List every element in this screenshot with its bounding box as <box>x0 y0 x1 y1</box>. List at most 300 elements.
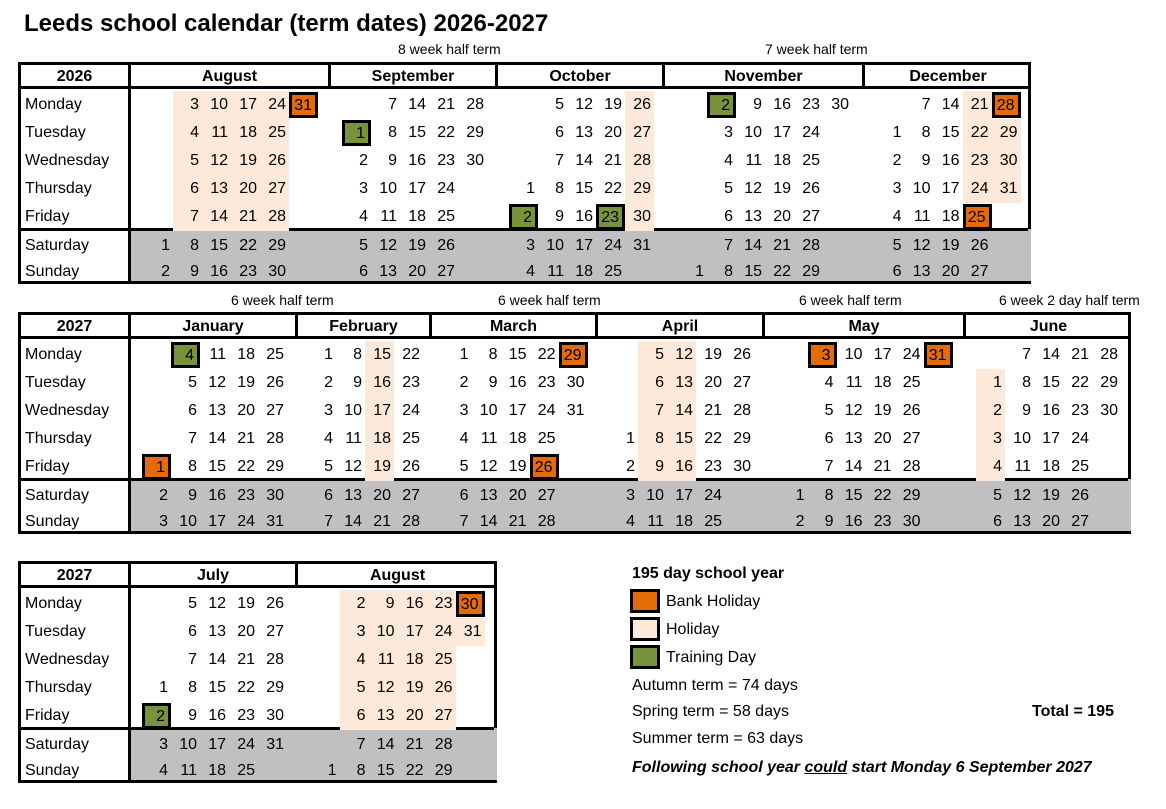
day-cell: 17 <box>873 346 892 363</box>
day-cell: 28 <box>625 147 654 175</box>
day-cell: 30 <box>831 96 849 113</box>
day-cell: 8 <box>188 679 197 696</box>
day-cell: 3 <box>173 91 202 119</box>
day-cell: 29 <box>559 342 588 368</box>
day-cell: 3 <box>976 425 1005 453</box>
day-cell: 24 <box>1071 430 1089 447</box>
day-cell: 29 <box>266 458 284 475</box>
day-cell: 7 <box>188 651 197 668</box>
day-label: Saturday <box>25 736 90 753</box>
month-header: July <box>131 564 298 588</box>
day-cell: 5 <box>555 96 564 113</box>
day-cell: 21 <box>437 96 455 113</box>
day-cell: 23 <box>537 374 556 391</box>
year-header: 2027 <box>21 564 131 588</box>
day-cell: 23 <box>704 458 722 475</box>
month-header: June <box>966 315 1131 339</box>
day-cell: 1 <box>142 454 171 480</box>
day-cell: 27 <box>733 374 751 391</box>
day-cell: 14 <box>479 513 498 530</box>
day-cell: 29 <box>1100 374 1118 391</box>
day-cell: 17 <box>941 180 960 197</box>
day-cell: 11 <box>369 646 398 674</box>
day-cell: 15 <box>941 124 960 141</box>
day-cell: 26 <box>1071 487 1089 504</box>
day-cell: 18 <box>408 208 426 225</box>
half-term-note: 7 week half term <box>765 41 868 57</box>
day-cell: 12 <box>208 595 226 612</box>
day-cell: 14 <box>1042 346 1060 363</box>
day-cell: 18 <box>208 762 226 779</box>
day-cell: 5 <box>638 341 667 369</box>
day-cell: 19 <box>237 374 255 391</box>
day-cell: 30 <box>902 513 921 530</box>
day-cell: 4 <box>173 119 202 147</box>
day-cell: 16 <box>508 374 527 391</box>
day-cell: 3 <box>808 342 837 368</box>
day-cell: 25 <box>802 152 820 169</box>
day-cell: 21 <box>373 513 391 530</box>
day-cell: 10 <box>546 237 564 254</box>
day-cell: 19 <box>231 147 260 175</box>
calendar-2026 <box>18 62 1031 284</box>
day-cell: 17 <box>231 91 260 119</box>
day-cell: 8 <box>724 263 733 280</box>
day-cell: 22 <box>1071 374 1089 391</box>
calendar-2027-jul-aug <box>18 561 497 783</box>
day-cell: 31 <box>566 402 585 419</box>
day-cell: 30 <box>456 591 485 617</box>
day-cell: 27 <box>625 119 654 147</box>
day-cell: 20 <box>704 374 722 391</box>
legend-heading: 195 day school year <box>632 565 785 582</box>
day-cell: 17 <box>208 736 226 753</box>
day-cell: 30 <box>1100 402 1118 419</box>
day-cell: 18 <box>231 119 260 147</box>
day-cell: 30 <box>266 707 284 724</box>
day-cell: 26 <box>260 147 289 175</box>
day-cell: 15 <box>408 124 426 141</box>
day-cell: 4 <box>526 263 535 280</box>
day-cell: 15 <box>376 762 395 779</box>
month-header: March <box>432 315 598 339</box>
day-cell: 12 <box>667 341 696 369</box>
day-cell: 4 <box>171 342 200 368</box>
month-header: August <box>298 564 497 588</box>
day-cell: 6 <box>824 430 834 447</box>
day-cell: 27 <box>970 263 989 280</box>
day-cell: 7 <box>188 430 197 447</box>
day-cell: 9 <box>190 263 199 280</box>
day-cell: 5 <box>892 237 902 254</box>
year-header: 2027 <box>21 315 131 339</box>
half-term-note: 6 week half term <box>498 292 601 308</box>
day-cell: 9 <box>555 208 564 225</box>
day-cell: 3 <box>159 513 168 530</box>
day-cell: 12 <box>202 147 231 175</box>
day-cell: 30 <box>466 152 484 169</box>
day-cell: 29 <box>466 124 484 141</box>
legend-holiday-label: Holiday <box>666 621 720 638</box>
day-cell: 11 <box>380 208 397 225</box>
day-cell: 27 <box>266 623 284 640</box>
day-cell: 7 <box>324 513 333 530</box>
day-cell: 23 <box>239 263 257 280</box>
day-cell: 28 <box>266 651 284 668</box>
day-cell: 16 <box>408 152 426 169</box>
day-cell: 28 <box>537 513 556 530</box>
day-cell: 24 <box>427 618 456 646</box>
day-cell: 18 <box>398 646 427 674</box>
day-cell: 2 <box>161 263 170 280</box>
day-cell: 10 <box>844 346 863 363</box>
day-cell: 4 <box>824 374 834 391</box>
day-label: Wednesday <box>25 402 110 419</box>
month-header: November <box>665 65 865 89</box>
day-cell: 9 <box>188 707 197 724</box>
day-cell: 28 <box>802 237 820 254</box>
day-cell: 31 <box>289 92 318 118</box>
day-cell: 4 <box>626 513 635 530</box>
day-cell: 25 <box>963 204 992 230</box>
day-cell: 16 <box>1042 402 1060 419</box>
day-cell: 22 <box>437 124 455 141</box>
day-cell: 17 <box>773 124 791 141</box>
month-header: April <box>598 315 765 339</box>
day-cell: 23 <box>802 96 820 113</box>
day-cell: 13 <box>202 175 231 203</box>
day-cell: 14 <box>575 152 593 169</box>
day-label: Thursday <box>25 180 92 197</box>
day-cell: 24 <box>260 91 289 119</box>
day-cell: 9 <box>188 487 197 504</box>
day-cell: 9 <box>353 374 362 391</box>
day-cell: 13 <box>667 369 696 397</box>
day-cell: 6 <box>638 369 667 397</box>
day-cell: 1 <box>695 263 704 280</box>
day-cell: 13 <box>379 263 397 280</box>
day-cell: 30 <box>625 203 654 231</box>
day-cell: 7 <box>356 736 366 753</box>
day-cell: 20 <box>408 263 426 280</box>
day-cell: 23 <box>427 590 456 618</box>
training-day-swatch <box>630 645 660 669</box>
day-cell: 26 <box>437 237 455 254</box>
day-cell: 6 <box>459 487 469 504</box>
day-cell: 15 <box>210 237 228 254</box>
day-cell: 15 <box>575 180 593 197</box>
day-cell: 14 <box>744 237 762 254</box>
day-cell: 17 <box>1042 430 1060 447</box>
autumn-term-days: Autumn term = 74 days <box>632 677 798 694</box>
day-cell: 10 <box>912 180 931 197</box>
day-cell: 22 <box>239 237 257 254</box>
day-cell: 19 <box>508 458 527 475</box>
day-cell: 16 <box>210 263 228 280</box>
day-cell: 17 <box>575 237 593 254</box>
day-cell: 7 <box>388 96 397 113</box>
day-cell: 28 <box>434 736 453 753</box>
day-cell: 28 <box>733 402 751 419</box>
day-cell: 14 <box>344 513 362 530</box>
day-cell: 25 <box>1071 458 1089 475</box>
day-cell: 31 <box>924 342 953 368</box>
day-cell: 12 <box>344 458 362 475</box>
day-cell: 14 <box>844 458 863 475</box>
day-cell: 20 <box>373 487 391 504</box>
month-header: August <box>131 65 331 89</box>
day-cell: 29 <box>733 430 751 447</box>
day-cell: 2 <box>976 397 1005 425</box>
day-cell: 4 <box>340 646 369 674</box>
half-term-note: 8 week half term <box>398 41 501 57</box>
day-cell: 23 <box>1071 402 1089 419</box>
day-cell: 21 <box>237 430 255 447</box>
month-header: May <box>765 315 966 339</box>
day-cell: 24 <box>537 402 556 419</box>
day-cell: 15 <box>744 263 762 280</box>
day-cell: 25 <box>266 346 284 363</box>
day-cell: 19 <box>941 237 960 254</box>
day-cell: 8 <box>555 180 564 197</box>
day-cell: 1 <box>324 346 333 363</box>
day-cell: 26 <box>802 180 820 197</box>
day-cell: 26 <box>530 454 559 480</box>
day-cell: 10 <box>179 736 197 753</box>
day-cell: 23 <box>402 374 420 391</box>
day-cell: 22 <box>237 679 255 696</box>
day-cell: 9 <box>824 513 834 530</box>
day-cell: 26 <box>902 402 921 419</box>
day-cell: 2 <box>459 374 469 391</box>
day-cell: 22 <box>237 458 255 475</box>
year-header: 2026 <box>21 65 131 89</box>
day-cell: 13 <box>344 487 362 504</box>
day-cell: 1 <box>327 762 337 779</box>
day-cell: 12 <box>912 237 931 254</box>
day-label: Thursday <box>25 430 92 447</box>
day-cell: 19 <box>237 595 255 612</box>
day-cell: 19 <box>604 96 622 113</box>
calendar-2027-jan-jun <box>18 312 1131 534</box>
day-cell: 6 <box>724 208 733 225</box>
day-cell: 31 <box>633 237 651 254</box>
day-cell: 2 <box>892 152 902 169</box>
day-cell: 3 <box>340 618 369 646</box>
day-cell: 8 <box>388 124 397 141</box>
day-cell: 23 <box>237 487 255 504</box>
day-cell: 5 <box>173 147 202 175</box>
day-cell: 20 <box>941 263 960 280</box>
day-cell: 7 <box>824 458 834 475</box>
day-cell: 3 <box>724 124 733 141</box>
day-cell: 2 <box>324 374 333 391</box>
day-cell: 25 <box>604 263 622 280</box>
day-cell: 16 <box>773 96 791 113</box>
day-cell: 17 <box>398 618 427 646</box>
day-cell: 27 <box>427 702 456 730</box>
day-cell: 26 <box>970 237 989 254</box>
day-cell: 1 <box>626 430 635 447</box>
column-divider <box>128 65 131 281</box>
day-cell: 22 <box>704 430 722 447</box>
day-cell: 21 <box>963 91 992 119</box>
day-cell: 17 <box>675 487 693 504</box>
day-cell: 2 <box>707 92 736 118</box>
day-cell: 6 <box>188 402 197 419</box>
day-label: Sunday <box>25 762 80 779</box>
day-cell: 29 <box>802 263 820 280</box>
day-cell: 20 <box>398 702 427 730</box>
day-cell: 2 <box>509 204 538 230</box>
day-cell: 2 <box>795 513 805 530</box>
next-year-note: Following school year could start Monday 6 September 2027 <box>632 759 1092 776</box>
day-cell: 1 <box>342 120 371 146</box>
column-divider <box>128 315 131 531</box>
day-cell: 7 <box>459 513 469 530</box>
day-cell: 16 <box>667 453 696 481</box>
day-cell: 25 <box>260 119 289 147</box>
day-label: Thursday <box>25 679 92 696</box>
day-cell: 5 <box>459 458 469 475</box>
day-label: Sunday <box>25 263 80 280</box>
day-cell: 22 <box>402 346 420 363</box>
day-cell: 29 <box>902 487 921 504</box>
day-cell: 13 <box>575 124 593 141</box>
column-divider <box>128 564 131 780</box>
day-cell: 3 <box>324 402 333 419</box>
month-header: September <box>331 65 498 89</box>
day-cell: 11 <box>180 762 197 779</box>
day-cell: 23 <box>963 147 992 175</box>
day-cell: 4 <box>324 430 333 447</box>
day-cell: 14 <box>941 96 960 113</box>
day-cell: 22 <box>873 487 892 504</box>
day-cell: 28 <box>1100 346 1118 363</box>
day-cell: 16 <box>398 590 427 618</box>
day-cell: 25 <box>902 374 921 391</box>
day-cell: 7 <box>921 96 931 113</box>
day-cell: 10 <box>202 91 231 119</box>
day-cell: 14 <box>208 651 226 668</box>
day-cell: 15 <box>365 341 394 369</box>
legend-training-label: Training Day <box>666 649 757 666</box>
day-cell: 30 <box>566 374 585 391</box>
summer-term-days: Summer term = 63 days <box>632 730 804 747</box>
day-cell: 9 <box>753 96 762 113</box>
day-cell: 6 <box>173 175 202 203</box>
day-cell: 10 <box>344 402 362 419</box>
day-label: Wednesday <box>25 152 110 169</box>
day-cell: 19 <box>365 453 394 481</box>
day-cell: 11 <box>845 374 863 391</box>
day-cell: 6 <box>993 513 1002 530</box>
day-cell: 21 <box>773 237 791 254</box>
day-cell: 11 <box>547 263 564 280</box>
day-cell: 28 <box>402 513 420 530</box>
day-cell: 22 <box>537 346 556 363</box>
day-cell: 29 <box>434 762 453 779</box>
day-cell: 5 <box>324 458 333 475</box>
day-cell: 23 <box>873 513 892 530</box>
day-cell: 27 <box>260 175 289 203</box>
day-cell: 6 <box>359 263 368 280</box>
day-cell: 22 <box>963 119 992 147</box>
day-cell: 15 <box>208 679 226 696</box>
day-cell: 16 <box>941 152 960 169</box>
day-cell: 18 <box>508 430 527 447</box>
day-cell: 1 <box>526 180 535 197</box>
day-cell: 19 <box>873 402 892 419</box>
day-cell: 20 <box>231 175 260 203</box>
day-cell: 31 <box>266 513 284 530</box>
day-cell: 22 <box>773 263 791 280</box>
day-cell: 21 <box>604 152 622 169</box>
day-cell: 12 <box>379 237 397 254</box>
day-label: Tuesday <box>25 124 86 141</box>
day-cell: 8 <box>190 237 199 254</box>
day-cell: 29 <box>268 237 286 254</box>
day-cell: 20 <box>604 124 622 141</box>
day-cell: 12 <box>1013 487 1031 504</box>
day-cell: 28 <box>266 430 284 447</box>
day-cell: 8 <box>638 425 667 453</box>
day-cell: 24 <box>802 124 820 141</box>
month-header: January <box>131 315 298 339</box>
day-cell: 17 <box>408 180 426 197</box>
day-cell: 27 <box>537 487 556 504</box>
day-cell: 20 <box>773 208 791 225</box>
day-cell: 26 <box>266 595 284 612</box>
day-cell: 24 <box>902 346 921 363</box>
day-cell: 6 <box>555 124 564 141</box>
half-term-note: 6 week 2 day half term <box>999 292 1140 308</box>
day-cell: 3 <box>526 237 535 254</box>
day-cell: 12 <box>844 402 863 419</box>
day-cell: 20 <box>237 402 255 419</box>
page-title: Leeds school calendar (term dates) 2026-2027 <box>24 10 549 37</box>
day-cell: 17 <box>365 397 394 425</box>
day-cell: 7 <box>724 237 733 254</box>
day-label: Tuesday <box>25 623 86 640</box>
day-cell: 4 <box>459 430 469 447</box>
day-cell: 8 <box>1022 374 1031 391</box>
day-cell: 26 <box>402 458 420 475</box>
day-cell: 2 <box>159 487 168 504</box>
day-cell: 17 <box>208 513 226 530</box>
day-cell: 13 <box>479 487 498 504</box>
day-cell: 23 <box>237 707 255 724</box>
day-cell: 10 <box>369 618 398 646</box>
day-cell: 18 <box>941 208 960 225</box>
day-cell: 31 <box>266 736 284 753</box>
bank-holiday-swatch <box>630 589 660 613</box>
day-cell: 18 <box>575 263 593 280</box>
day-cell: 13 <box>369 702 398 730</box>
day-label: Friday <box>25 458 70 475</box>
day-cell: 6 <box>340 702 369 730</box>
day-cell: 4 <box>724 152 733 169</box>
month-header: October <box>498 65 665 89</box>
day-cell: 20 <box>1042 513 1060 530</box>
day-cell: 6 <box>188 623 197 640</box>
day-cell: 7 <box>1022 346 1031 363</box>
day-cell: 20 <box>237 623 255 640</box>
day-label: Monday <box>25 595 82 612</box>
day-cell: 5 <box>724 180 733 197</box>
day-cell: 16 <box>575 208 593 225</box>
day-cell: 1 <box>892 124 902 141</box>
